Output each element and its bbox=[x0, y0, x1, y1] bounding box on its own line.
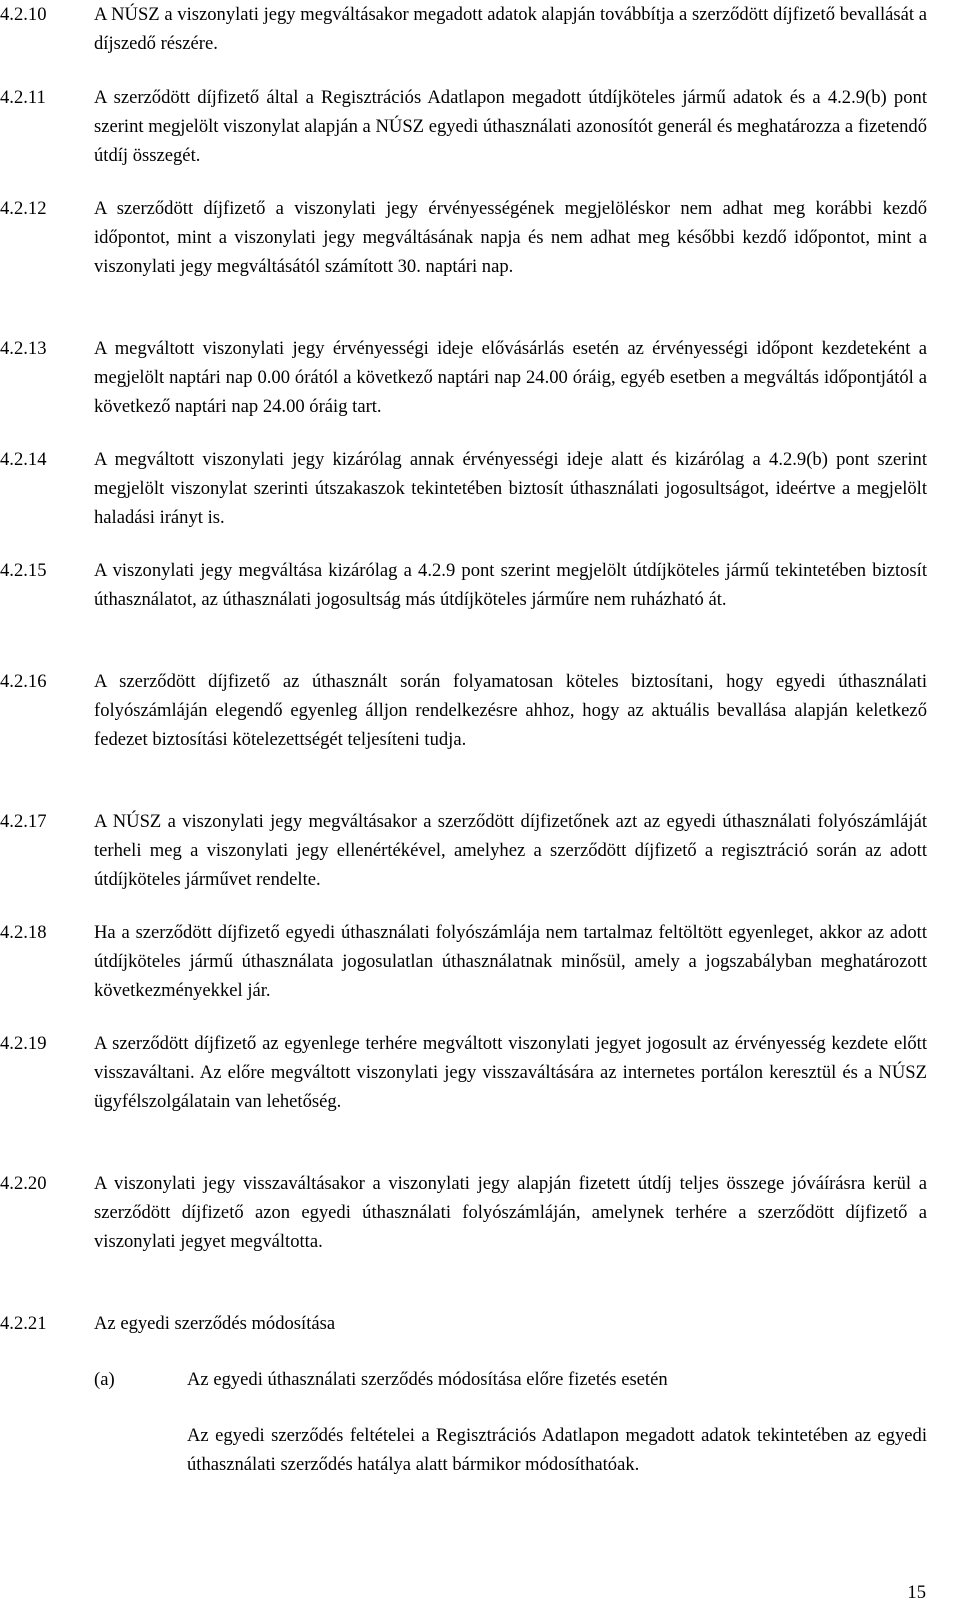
clause-number: 4.2.20 bbox=[0, 1173, 47, 1194]
clause-text: A szerződött díjfizető az úthasznált során folyamatosan köteles biztosítani, hogy egyedi úthasználati folyószámláján elegendő egyenleg álljon rendelkezésre ahhoz, hogy az aktuális bevallása alapján keletkező fedezet biztosítási kötelezettségét teljesíteni tudja. bbox=[94, 671, 927, 750]
clause-number: 4.2.18 bbox=[0, 922, 47, 943]
clause-number: 4.2.19 bbox=[0, 1033, 47, 1054]
clause-number: 4.2.13 bbox=[0, 338, 47, 359]
clause-number: 4.2.21 bbox=[0, 1313, 47, 1334]
clause-text: A megváltott viszonylati jegy érvényességi ideje elővásárlás esetén az érvényességi időpont kezdeteként a megjelölt naptári nap 0.00 órától a következő naptári nap 24.00 óráig, egyéb esetben a megváltás időpontjától a következő naptári nap 24.00 óráig tart. bbox=[94, 338, 927, 417]
clause-number: 4.2.11 bbox=[0, 87, 46, 108]
clause-number: 4.2.10 bbox=[0, 4, 47, 25]
clause-text: A NÚSZ a viszonylati jegy megváltásakor a szerződött díjfizetőnek azt az egyedi úthasználati folyószámláját terheli meg a viszonylati jegy ellenértékével, amelyhez a szerződött díjfizető a regisztráció során az adott útdíjköteles járművet rendelte. bbox=[94, 811, 927, 890]
page-number: 15 bbox=[907, 1582, 926, 1603]
clause-text: Ha a szerződött díjfizető egyedi úthasználati folyószámlája nem tartalmaz feltöltött egyenleget, akkor az adott útdíjköteles jármű úthasználata jogosulatlan úthasználatnak minősül, amely a jogszabályban meghatározott következményekkel jár. bbox=[94, 922, 927, 1001]
clause-text: A szerződött díjfizető által a Regisztrációs Adatlapon megadott útdíjköteles jármű adatok és a 4.2.9(b) pont szerint megjelölt viszonylat alapján a NÚSZ egyedi úthasználati azonosítót generál és meghatározza a fizetendő útdíj összegét. bbox=[94, 87, 927, 166]
clause-number: 4.2.16 bbox=[0, 671, 47, 692]
clause-text: A NÚSZ a viszonylati jegy megváltásakor megadott adatok alapján továbbítja a szerződött díjfizető bevallását a díjszedő részére. bbox=[94, 4, 927, 54]
subclause-title: Az egyedi úthasználati szerződés módosítása előre fizetés esetén bbox=[187, 1369, 668, 1390]
subclause-label: (a) bbox=[94, 1369, 115, 1390]
clause-number: 4.2.15 bbox=[0, 560, 47, 581]
clause-text: A viszonylati jegy megváltása kizárólag a 4.2.9 pont szerint megjelölt útdíjköteles jármű tekintetében biztosít úthasználatot, az úthasználati jogosultság más útdíjköteles járműre nem ruházható át. bbox=[94, 560, 927, 610]
clause-number: 4.2.14 bbox=[0, 449, 47, 470]
clause-number: 4.2.17 bbox=[0, 811, 47, 832]
clause-number: 4.2.12 bbox=[0, 198, 47, 219]
clause-text: A viszonylati jegy visszaváltásakor a viszonylati jegy alapján fizetett útdíj teljes összege jóváírásra kerül a szerződött díjfizető azon egyedi úthasználati folyószámláján, amelynek terhére a szerződött díjfizető a viszonylati jegyet megváltotta. bbox=[94, 1173, 927, 1252]
clause-text: A szerződött díjfizető a viszonylati jegy érvényességének megjelöléskor nem adhat meg korábbi kezdő időpontot, mint a viszonylati jegy megváltásának napja és nem adhat meg későbbi kezdő időpontot, mint a viszonylati jegy megváltásától számított 30. naptári nap. bbox=[94, 198, 927, 277]
clause-heading: Az egyedi szerződés módosítása bbox=[94, 1313, 336, 1334]
clause-text: A megváltott viszonylati jegy kizárólag annak érvényességi ideje alatt és kizárólag a 4.2.9(b) pont szerint megjelölt viszonylat szerinti útszakaszok tekintetében biztosít úthasználati jogosultságot, ideértve a megjelölt haladási irányt is. bbox=[94, 449, 927, 528]
subclause-body: Az egyedi szerződés feltételei a Regisztrációs Adatlapon megadott adatok tekintetében az egyedi úthasználati szerződés hatálya alatt bármikor módosíthatóak. bbox=[187, 1425, 927, 1475]
clause-text: A szerződött díjfizető az egyenlege terhére megváltott viszonylati jegyet jogosult az érvényesség kezdete előtt visszaváltani. Az előre megváltott viszonylati jegy visszaváltására az internetes portálon keresztül és a NÚSZ ügyfélszolgálatain van lehetőség. bbox=[94, 1033, 927, 1112]
